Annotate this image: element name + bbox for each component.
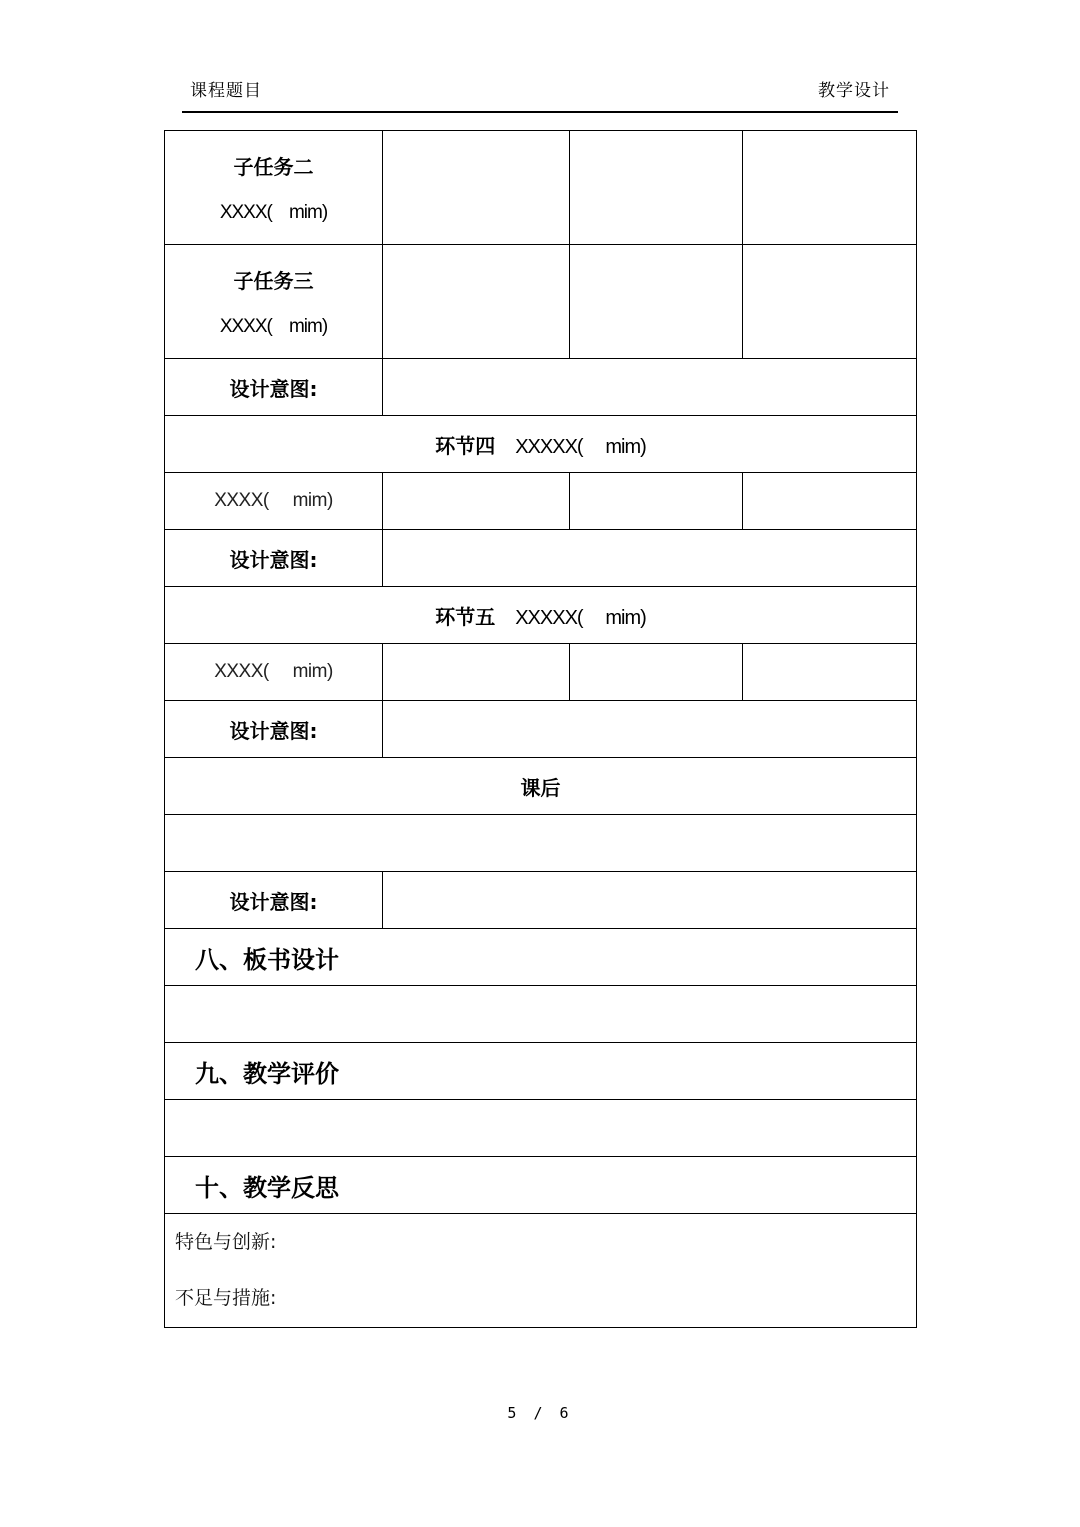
design-intent-field[interactable] xyxy=(383,872,917,929)
subtask2-content-3[interactable] xyxy=(743,131,917,245)
table-row xyxy=(165,131,917,245)
evaluation-field[interactable] xyxy=(165,1100,917,1157)
design-intent-field[interactable] xyxy=(383,701,917,758)
stage5-header xyxy=(165,587,917,644)
header-doc-type: 教学设计 xyxy=(818,81,890,101)
subtask3-title: 子任务三 xyxy=(233,269,314,293)
subtask3-content-3[interactable] xyxy=(743,245,917,359)
reflection-shortcomings-label: 不足与措施: xyxy=(175,1287,277,1309)
stage4-content-2[interactable] xyxy=(570,473,743,530)
stage4-row-time: XXXX( mim) xyxy=(165,473,383,530)
table-row xyxy=(165,986,917,1043)
reflection-features-label: 特色与创新: xyxy=(175,1231,277,1253)
table-row xyxy=(165,1157,917,1214)
design-intent-label: 设计意图: xyxy=(165,701,383,758)
table-row xyxy=(165,929,917,986)
stage5-row-time: XXXX( mim) xyxy=(165,644,383,701)
lesson-plan-table xyxy=(164,130,917,1328)
stage5-time: XXXXX( mim) xyxy=(515,606,646,629)
subtask3-time: XXXX( mim) xyxy=(219,316,328,337)
subtask3-content-1[interactable] xyxy=(383,245,570,359)
stage4-content-3[interactable] xyxy=(743,473,917,530)
design-intent-label: 设计意图: xyxy=(165,872,383,929)
stage4-time: XXXXX( mim) xyxy=(515,435,646,458)
table-row xyxy=(165,815,917,872)
table-row xyxy=(165,644,917,701)
table-row xyxy=(165,872,917,929)
table-row xyxy=(165,530,917,587)
stage4-content-1[interactable] xyxy=(383,473,570,530)
design-intent-label: 设计意图: xyxy=(165,359,383,416)
table-row xyxy=(165,416,917,473)
stage4-title: 环节四 xyxy=(435,433,496,458)
page-number: 5 / 6 xyxy=(507,1404,573,1422)
after-class-header: 课后 xyxy=(165,758,917,815)
section-reflection-heading: 十、教学反思 xyxy=(165,1157,917,1214)
subtask2-time: XXXX( mim) xyxy=(219,202,328,223)
subtask2-title: 子任务二 xyxy=(233,155,314,179)
stage5-content-1[interactable] xyxy=(383,644,570,701)
design-intent-field[interactable] xyxy=(383,530,917,587)
section-evaluation-heading: 九、教学评价 xyxy=(165,1043,917,1100)
table-row xyxy=(165,1043,917,1100)
subtask3-cell xyxy=(165,245,383,359)
reflection-field[interactable] xyxy=(165,1214,917,1328)
stage5-content-2[interactable] xyxy=(570,644,743,701)
stage4-header xyxy=(165,416,917,473)
subtask2-content-1[interactable] xyxy=(383,131,570,245)
table-row xyxy=(165,701,917,758)
subtask3-content-2[interactable] xyxy=(570,245,743,359)
header-divider xyxy=(182,111,898,113)
design-intent-field[interactable] xyxy=(383,359,917,416)
section-board-design-heading: 八、板书设计 xyxy=(165,929,917,986)
table-row xyxy=(165,473,917,530)
header-course-title: 课程题目 xyxy=(190,81,262,101)
board-design-field[interactable] xyxy=(165,986,917,1043)
table-row xyxy=(165,1214,917,1328)
table-row xyxy=(165,758,917,815)
table-row xyxy=(165,587,917,644)
subtask2-content-2[interactable] xyxy=(570,131,743,245)
after-class-field[interactable] xyxy=(165,815,917,872)
table-row xyxy=(165,245,917,359)
stage5-content-3[interactable] xyxy=(743,644,917,701)
subtask2-cell xyxy=(165,131,383,245)
design-intent-label: 设计意图: xyxy=(165,530,383,587)
table-row xyxy=(165,1100,917,1157)
table-row xyxy=(165,359,917,416)
stage5-title: 环节五 xyxy=(435,604,496,629)
